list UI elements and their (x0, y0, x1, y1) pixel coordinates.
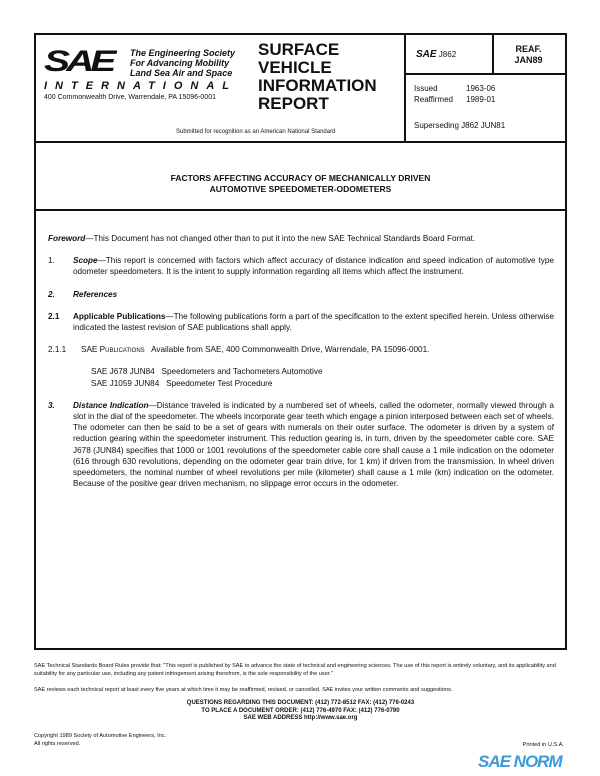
foreword-text: —This Document has not changed other than to put it into the new SAE Technical Standards Board Format. (85, 234, 476, 243)
reaf-label (492, 44, 565, 66)
section-text: —The following publications form a part of the specification to the extent specified herein. Unless otherwise indicated the lastest revision of SAE publications shall apply. (73, 311, 555, 333)
tagline-line: The Engineering Society (130, 48, 236, 58)
superseding: Superseding J862 JUN81 (414, 121, 506, 130)
watermark-text: SAE NORM (478, 752, 562, 771)
title-line: INFORMATION (258, 76, 377, 95)
reference-title: Speedometer Test Procedure (166, 378, 273, 388)
title-line: AUTOMOTIVE SPEEDOMETER-ODOMETERS (209, 184, 392, 194)
section-heading: Scope (73, 256, 98, 266)
reference-item (91, 366, 554, 377)
order-line: TO PLACE A DOCUMENT ORDER: (412) 776-4970 FAX: (412) 776-0790 (201, 707, 400, 714)
reaf-line: JAN89 (514, 55, 543, 65)
international-label: INTERNATIONAL (44, 80, 238, 92)
rights-line: All rights reserved. (34, 741, 81, 747)
section-heading: Distance Indication (73, 400, 149, 410)
reference-title: Speedometers and Tachometers Automotive (161, 367, 323, 377)
questions-line: QUESTIONS REGARDING THIS DOCUMENT: (412) 772-8512 FAX: (412) 776-0243 (186, 700, 415, 706)
section-number: 2.1.1 (48, 345, 67, 355)
header (36, 35, 565, 143)
tagline-line: For Advancing Mobility (130, 58, 230, 68)
section-number: 1. (48, 256, 55, 266)
doc-number (416, 49, 456, 60)
tagline-line: Land Sea Air and Space (130, 68, 233, 78)
reaffirmed-date: 1989-01 (466, 95, 496, 104)
tsb-rules: SAE Technical Standards Board Rules provide that: "This report is published by SAE to advance the state of technical and engineering sciences. The use of this report is entirely voluntary, and its applicability and suitability for any particular use, including any patent infringement arising therefrom, is the sole responsibility of the user." (34, 663, 556, 677)
foreword-heading: Foreword (48, 234, 86, 243)
sae-logo (44, 45, 254, 101)
doc-logo: SAE (416, 49, 437, 60)
section-applicable-publications (48, 311, 554, 333)
section-text: Available from SAE, 400 Commonwealth Drive, Warrendale, PA 15096-0001. (151, 345, 430, 355)
tagline (130, 48, 235, 78)
logo-text: SAE (44, 45, 113, 78)
section-text: —Distance traveled is indicated by a numbered set of wheels, called the odometer, normally viewed through a slot in the dial of the speedometer. The wheels incorporate gear teeth which engage a pinion interposed between each set of wheels. The odometer can then be said to be a set of gears with numerals on their outer surface. The odometer is driven by a system of reduction gearing within the speedometer instrument. This reduction gearing is, in turn, driven by the speedometer cable core. SAE J678 (JUN84) specifies that 1000 or 1001 revolutions of the speedometer cable core shall cause a 1 mile indication on the odometer (616 through 630 revolutions, depending on the odometer gear train drive, for 1 km) if driven from the transmission. In wheel driven speedometers, the nominal number of wheel revolutions per mile (kilometer) shall cause a 1 mile (km) indication on the odometer. Because of the positive gear driven mechanism, no slippage error occurs in the odometer. (73, 400, 554, 489)
watermark-logo (478, 752, 562, 772)
doc-number-text: J862 (438, 50, 457, 59)
section-sae-publications (48, 344, 554, 355)
reference-id: SAE J1059 JUN84 (91, 378, 160, 388)
foreword (48, 233, 554, 244)
section-number: 2. (48, 289, 55, 299)
document-frame (34, 33, 567, 650)
title-line: REPORT (258, 94, 329, 113)
section-number: 3. (48, 400, 55, 410)
reference-list (48, 366, 554, 388)
ansi-note: Submitted for recognition as an American National Standard (176, 129, 336, 135)
section-text: —This report is concerned with factors which affect accuracy of distance indication and speed indication of automotive type odometer speedometers. It is the intent to supply information regarding all items which affect the instrument. (73, 256, 554, 277)
section-heading: Applicable Publications (73, 311, 166, 321)
copyright (34, 732, 294, 748)
reaf-line: REAF. (515, 44, 542, 54)
section-heading: References (73, 289, 118, 299)
section-heading: SAE Publications (81, 345, 145, 355)
document-title (36, 143, 565, 211)
review-note: SAE reviews each technical report at least every five years at which time it may be reaffirmed, revised, or cancelled. SAE invites your written comments and suggestions. (34, 687, 453, 693)
dates (414, 83, 518, 105)
document-body (48, 233, 554, 500)
title-line: FACTORS AFFECTING ACCURACY OF MECHANICALLY DRIVEN (170, 173, 431, 183)
issued-date: 1963-06 (466, 84, 496, 93)
issued-label: Issued (414, 84, 438, 93)
printed-in: Printed in U.S.A. (522, 742, 564, 748)
title-line: VEHICLE (258, 58, 332, 77)
reference-id: SAE J678 JUN84 (91, 367, 155, 377)
report-type (258, 41, 377, 113)
section-number: 2.1 (48, 311, 60, 321)
doc-number-row (406, 35, 565, 75)
section-scope (48, 255, 554, 277)
reaffirmed-label: Reaffirmed (414, 95, 453, 104)
reference-item (91, 378, 554, 389)
title-line: SURFACE (258, 40, 340, 59)
address: 400 Commonwealth Drive, Warrendale, PA 15096-0001 (44, 94, 216, 101)
section-references (48, 289, 554, 300)
section-distance-indication (48, 400, 554, 490)
copyright-line: Copyright 1989 Society of Automotive Engineers, Inc. (34, 733, 167, 739)
contact-info (34, 700, 567, 723)
doc-info-box (404, 35, 565, 141)
web-address: SAE WEB ADDRESS http://www.sae.org (243, 715, 358, 721)
